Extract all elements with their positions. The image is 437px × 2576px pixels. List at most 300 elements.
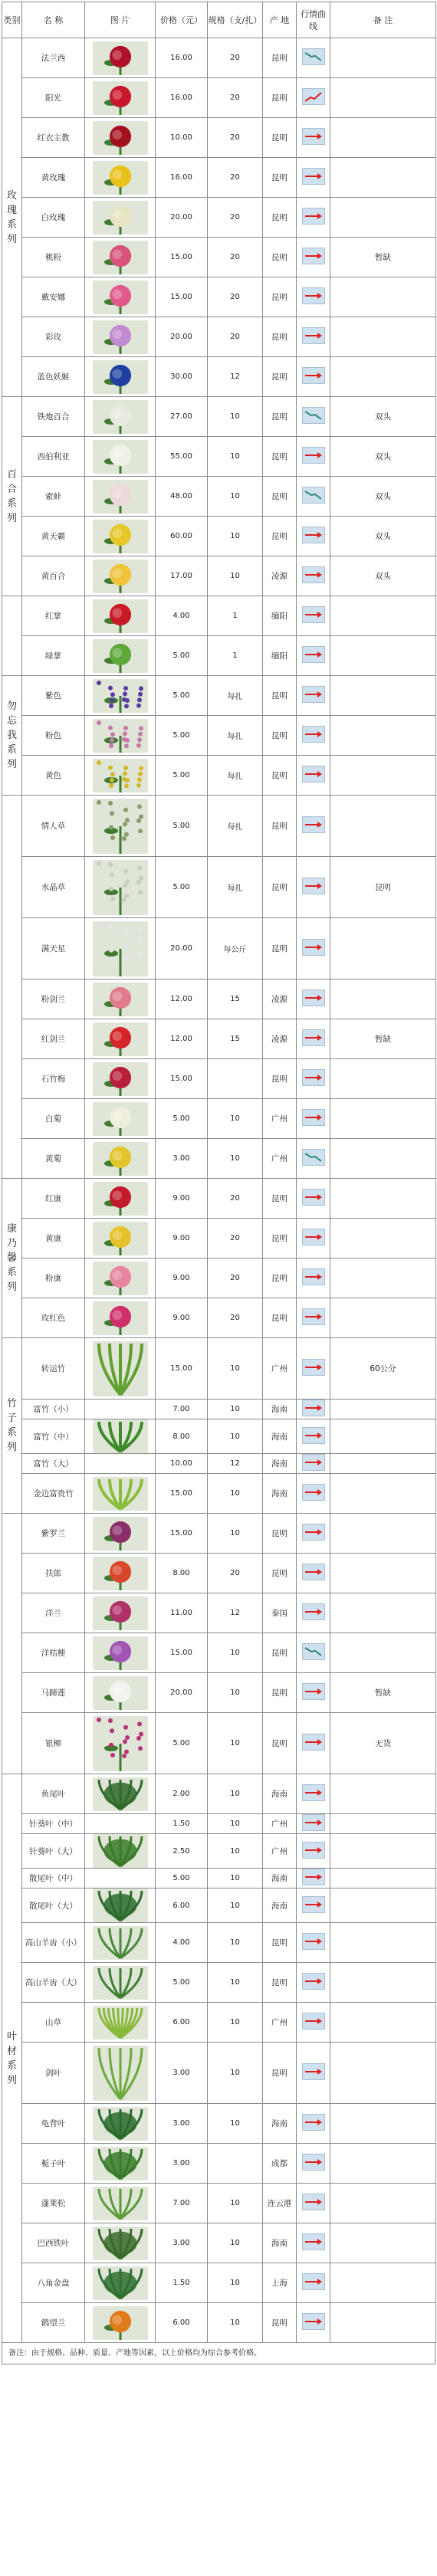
product-spec: 每公斤 [208,918,263,980]
table-row [2,1099,436,1139]
product-trend [297,1963,330,2003]
product-note [330,1298,436,1338]
trend-flat-icon[interactable] [302,1109,325,1126]
product-name: 转运竹 [22,1338,85,1400]
product-note: 昆明 [330,857,436,918]
sword-leaf-image [93,2046,148,2101]
table-row [2,2223,436,2263]
product-note [330,78,436,118]
product-note [330,2223,436,2263]
product-origin: 广州 [263,1814,297,1834]
product-note [330,676,436,716]
product-name: 富竹（大） [22,1454,85,1474]
white-lily-image [93,400,148,434]
trend-flat-icon[interactable] [302,1308,325,1325]
product-price: 5.00 [156,636,208,676]
product-name: 红剑兰 [22,1019,85,1059]
product-origin: 昆明 [263,1258,297,1298]
product-spec: 每扎 [208,857,263,918]
product-trend [297,1633,330,1673]
monstera-image [93,2266,148,2300]
product-price: 5.00 [156,676,208,716]
table-row [2,1713,436,1774]
product-picture [85,2184,156,2223]
product-trend [297,918,330,980]
table-row [2,1400,436,1419]
product-note [330,2043,436,2104]
product-spec: 10 [208,1814,263,1834]
trend-flat-icon[interactable] [302,606,325,623]
product-trend [297,980,330,1019]
category-label: 竹子系列 [6,1398,17,1453]
product-trend [297,1059,330,1099]
trend-flat-icon[interactable] [302,527,325,543]
table-row [2,1963,436,2003]
product-trend [297,38,330,78]
trend-flat-icon[interactable] [302,1029,325,1046]
product-price: 55.00 [156,437,208,477]
product-spec: 20 [208,1298,263,1338]
product-spec: 10 [208,2104,263,2144]
product-name: 水晶草 [22,857,85,918]
product-origin: 海南 [263,2104,297,2144]
product-origin: 凌源 [263,980,297,1019]
trend-flat-icon[interactable] [302,766,325,783]
trend-flat-icon[interactable] [302,128,325,145]
table-row [2,1019,436,1059]
product-spec: 10 [208,517,263,556]
product-origin: 昆明 [263,1219,297,1258]
product-spec: 15 [208,980,263,1019]
product-picture [85,857,156,918]
product-origin: 昆明 [263,796,297,857]
category-cell [2,397,22,596]
product-picture [85,676,156,716]
trend-flat-icon[interactable] [302,1229,325,1245]
product-price: 30.00 [156,357,208,397]
header-spec: 规格（支/扎） [208,2,263,38]
product-picture [85,2303,156,2343]
product-note [330,716,436,756]
trend-flat-icon[interactable] [302,2013,325,2030]
product-note: 无货 [330,1713,436,1774]
product-note [330,2003,436,2043]
trend-flat-icon[interactable] [302,1189,325,1206]
product-trend [297,2223,330,2263]
product-price: 11.00 [156,1593,208,1633]
product-origin: 海南 [263,1454,297,1474]
stock-image [93,1517,148,1551]
table-row [2,118,436,158]
table-row [2,1514,436,1554]
product-picture [85,716,156,756]
trend-flat-icon[interactable] [302,1734,325,1751]
product-trend [297,1869,330,1889]
bamboo-image [93,1341,148,1396]
product-picture [85,1554,156,1593]
trend-down-icon[interactable] [302,1643,325,1660]
product-origin: 缅阳 [263,596,297,636]
product-trend [297,636,330,676]
product-trend [297,1834,330,1869]
product-picture [85,437,156,477]
category-label: 玫瑰系列 [6,189,17,245]
statice-image [93,719,148,753]
trend-flat-icon[interactable] [302,1400,325,1416]
product-name: 高山羊齿（大） [22,1963,85,2003]
trend-flat-icon[interactable] [302,1069,325,1086]
product-trend [297,1338,330,1400]
product-trend [297,517,330,556]
product-picture [85,158,156,198]
trend-flat-icon[interactable] [302,1973,325,1990]
trend-flat-icon[interactable] [302,287,325,304]
table-row [2,796,436,857]
trend-flat-icon[interactable] [302,2194,325,2210]
trend-flat-icon[interactable] [302,447,325,464]
product-note [330,1454,436,1474]
product-picture [85,556,156,596]
table-row [2,2003,436,2043]
category-cell [2,1179,22,1338]
product-spec: 20 [208,38,263,78]
product-picture [85,1219,156,1258]
product-trend [297,1400,330,1419]
bamboo-image [93,1419,148,1453]
product-note [330,1139,436,1179]
product-picture [85,1099,156,1139]
product-price: 3.00 [156,1139,208,1179]
product-picture [85,1593,156,1633]
table-row [2,1139,436,1179]
product-name: 富竹（中） [22,1419,85,1454]
table-row [2,556,436,596]
product-note [330,1059,436,1099]
trend-flat-icon[interactable] [302,248,325,264]
product-name: 粉色 [22,716,85,756]
carnation-image [93,1262,148,1295]
product-name: 铁炮百合 [22,397,85,437]
product-note: 双头 [330,517,436,556]
trend-flat-icon[interactable] [302,1842,325,1859]
product-spec: 10 [208,1338,263,1400]
trend-flat-icon[interactable] [302,2313,325,2330]
product-spec: 10 [208,1673,263,1713]
product-price: 27.00 [156,397,208,437]
product-note [330,1774,436,1814]
product-price: 5.00 [156,1713,208,1774]
product-spec: 每扎 [208,676,263,716]
product-note [330,357,436,397]
product-picture [85,1889,156,1923]
product-price: 1.50 [156,1814,208,1834]
product-name: 洋兰 [22,1593,85,1633]
mixed-rose-image [93,320,148,354]
product-trend [297,1474,330,1514]
trend-flat-icon[interactable] [302,1427,325,1444]
trend-flat-icon[interactable] [302,1814,325,1831]
product-price: 48.00 [156,477,208,517]
product-note [330,2263,436,2303]
product-price: 7.00 [156,2184,208,2223]
trend-up-icon[interactable] [302,88,325,105]
product-origin: 昆明 [263,2303,297,2343]
product-origin: 昆明 [263,78,297,118]
trend-flat-icon[interactable] [302,1359,325,1376]
anthurium-image [93,639,148,673]
leaf-image [93,1889,148,1922]
trend-flat-icon[interactable] [302,367,325,384]
product-name: 黄百合 [22,556,85,596]
product-origin: 昆明 [263,118,297,158]
product-price: 20.00 [156,317,208,357]
product-spec: 20 [208,198,263,238]
trend-flat-icon[interactable] [302,726,325,743]
product-name: 黄色 [22,756,85,796]
product-name: 粉康 [22,1258,85,1298]
product-picture [85,1713,156,1774]
header-category: 类别 [2,2,22,38]
table-row [2,357,436,397]
trend-flat-icon[interactable] [302,208,325,225]
product-trend [297,158,330,198]
product-picture [85,397,156,437]
product-origin: 广州 [263,2003,297,2043]
product-spec: 15 [208,1019,263,1059]
table-row [2,437,436,477]
trend-flat-icon[interactable] [302,1484,325,1501]
product-price: 5.00 [156,1963,208,2003]
table-row [2,756,436,796]
product-picture [85,980,156,1019]
product-trend [297,1713,330,1774]
trend-flat-icon[interactable] [302,2063,325,2080]
product-name: 彩玫 [22,317,85,357]
trend-flat-icon[interactable] [302,1784,325,1801]
trend-flat-icon[interactable] [302,878,325,894]
product-trend [297,78,330,118]
product-price: 5.00 [156,1869,208,1889]
trend-flat-icon[interactable] [302,566,325,583]
product-spec: 20 [208,238,263,277]
product-name: 绿掌 [22,636,85,676]
product-picture [85,1059,156,1099]
product-price: 15.00 [156,277,208,317]
trend-flat-icon[interactable] [302,2273,325,2290]
trend-flat-icon[interactable] [302,1683,325,1700]
product-spec: 10 [208,1514,263,1554]
product-spec: 20 [208,277,263,317]
trend-flat-icon[interactable] [302,1933,325,1950]
product-spec: 10 [208,1713,263,1774]
pink-rose-image [93,241,148,274]
leaf-image [93,2227,148,2260]
trend-flat-icon[interactable] [302,1564,325,1580]
product-origin: 昆明 [263,1514,297,1554]
table-row [2,2303,436,2343]
category-cell [2,1774,22,2343]
product-note [330,38,436,78]
product-trend [297,857,330,918]
product-picture [85,477,156,517]
trend-flat-icon[interactable] [302,939,325,956]
product-price: 20.00 [156,198,208,238]
product-picture [85,1454,156,1474]
product-name: 黄康 [22,1219,85,1258]
product-name: 龟背叶 [22,2104,85,2144]
trend-flat-icon[interactable] [302,327,325,344]
table-row [2,277,436,317]
product-price: 6.00 [156,2003,208,2043]
table-row [2,2263,436,2303]
product-origin: 海南 [263,1474,297,1514]
trend-down-icon[interactable] [302,1149,325,1166]
product-price: 9.00 [156,1179,208,1219]
trend-flat-icon[interactable] [302,168,325,185]
product-name: 紫罗兰 [22,1514,85,1554]
product-trend [297,1889,330,1923]
table-row [2,198,436,238]
trend-flat-icon[interactable] [302,2114,325,2131]
product-name: 石竹梅 [22,1059,85,1099]
product-note [330,1633,436,1673]
trend-flat-icon[interactable] [302,646,325,663]
product-origin: 上海 [263,2263,297,2303]
product-name: 索蚌 [22,477,85,517]
trend-flat-icon[interactable] [302,1869,325,1885]
product-price: 3.00 [156,2104,208,2144]
product-picture [85,2223,156,2263]
product-note [330,918,436,980]
product-trend [297,1139,330,1179]
white-rose-image [93,201,148,235]
product-note [330,1419,436,1454]
trend-flat-icon[interactable] [302,816,325,833]
product-spec [208,2144,263,2184]
product-spec: 20 [208,1219,263,1258]
product-origin: 海南 [263,1774,297,1814]
product-note [330,2303,436,2343]
product-note [330,1474,436,1514]
product-price: 15.00 [156,1514,208,1554]
trend-flat-icon[interactable] [302,2154,325,2171]
product-note [330,1869,436,1889]
product-origin: 昆明 [263,38,297,78]
product-name: 满天星 [22,918,85,980]
calla-image [93,1676,148,1710]
product-note [330,1963,436,2003]
product-price: 15.00 [156,1633,208,1673]
product-price: 4.00 [156,596,208,636]
product-spec: 10 [208,2223,263,2263]
product-picture [85,78,156,118]
product-name: 白玫瑰 [22,198,85,238]
product-note [330,1889,436,1923]
product-note: 暂缺 [330,1673,436,1713]
product-name: 红衣主教 [22,118,85,158]
trend-flat-icon[interactable] [302,686,325,703]
product-note [330,1514,436,1554]
product-note [330,198,436,238]
gladiolus-image [93,983,148,1016]
product-origin: 昆明 [263,756,297,796]
product-trend [297,118,330,158]
table-row [2,517,436,556]
yellow-lily-image [93,560,148,593]
product-name: 戴安娜 [22,277,85,317]
table-row [2,2144,436,2184]
product-origin: 昆明 [263,676,297,716]
product-spec: 10 [208,477,263,517]
product-trend [297,1593,330,1633]
trend-flat-icon[interactable] [302,1268,325,1285]
trend-flat-icon[interactable] [302,2233,325,2250]
product-origin: 昆明 [263,918,297,980]
product-origin: 昆明 [263,158,297,198]
trend-down-icon[interactable] [302,48,325,65]
product-origin: 昆明 [263,1673,297,1713]
product-name: 玫红色 [22,1298,85,1338]
product-picture [85,1673,156,1713]
header-name: 名 称 [22,2,85,38]
product-price: 5.00 [156,756,208,796]
product-origin: 凌源 [263,556,297,596]
table-row [2,918,436,980]
product-trend [297,2263,330,2303]
product-origin: 昆明 [263,2043,297,2104]
product-trend [297,2303,330,2343]
product-spec: 10 [208,1963,263,2003]
trend-down-icon[interactable] [302,407,325,424]
leaf-image [93,1777,148,1811]
product-origin: 昆明 [263,437,297,477]
product-spec: 20 [208,158,263,198]
product-picture [85,1258,156,1298]
trend-flat-icon[interactable] [302,1603,325,1620]
product-trend [297,1099,330,1139]
product-picture [85,2043,156,2104]
product-note [330,1099,436,1139]
product-price: 16.00 [156,158,208,198]
product-price: 5.00 [156,857,208,918]
trend-down-icon[interactable] [302,487,325,504]
product-picture [85,1814,156,1834]
product-price: 60.00 [156,517,208,556]
product-note [330,277,436,317]
trend-flat-icon[interactable] [302,1896,325,1913]
product-name: 金边富贵竹 [22,1474,85,1514]
table-row [2,1554,436,1593]
trend-flat-icon[interactable] [302,1454,325,1471]
product-picture [85,1419,156,1454]
filler-image [93,860,148,915]
statice-image [93,679,148,713]
trend-flat-icon[interactable] [302,1524,325,1541]
product-picture [85,118,156,158]
product-price: 2.00 [156,1774,208,1814]
product-trend [297,357,330,397]
product-picture [85,636,156,676]
product-note: 60公分 [330,1338,436,1400]
product-price: 15.00 [156,1059,208,1099]
product-picture [85,1923,156,1963]
product-spec: 10 [208,1774,263,1814]
table-row [2,1219,436,1258]
product-origin: 昆明 [263,716,297,756]
product-trend [297,1419,330,1454]
product-spec: 10 [208,1099,263,1139]
trend-flat-icon[interactable] [302,989,325,1006]
